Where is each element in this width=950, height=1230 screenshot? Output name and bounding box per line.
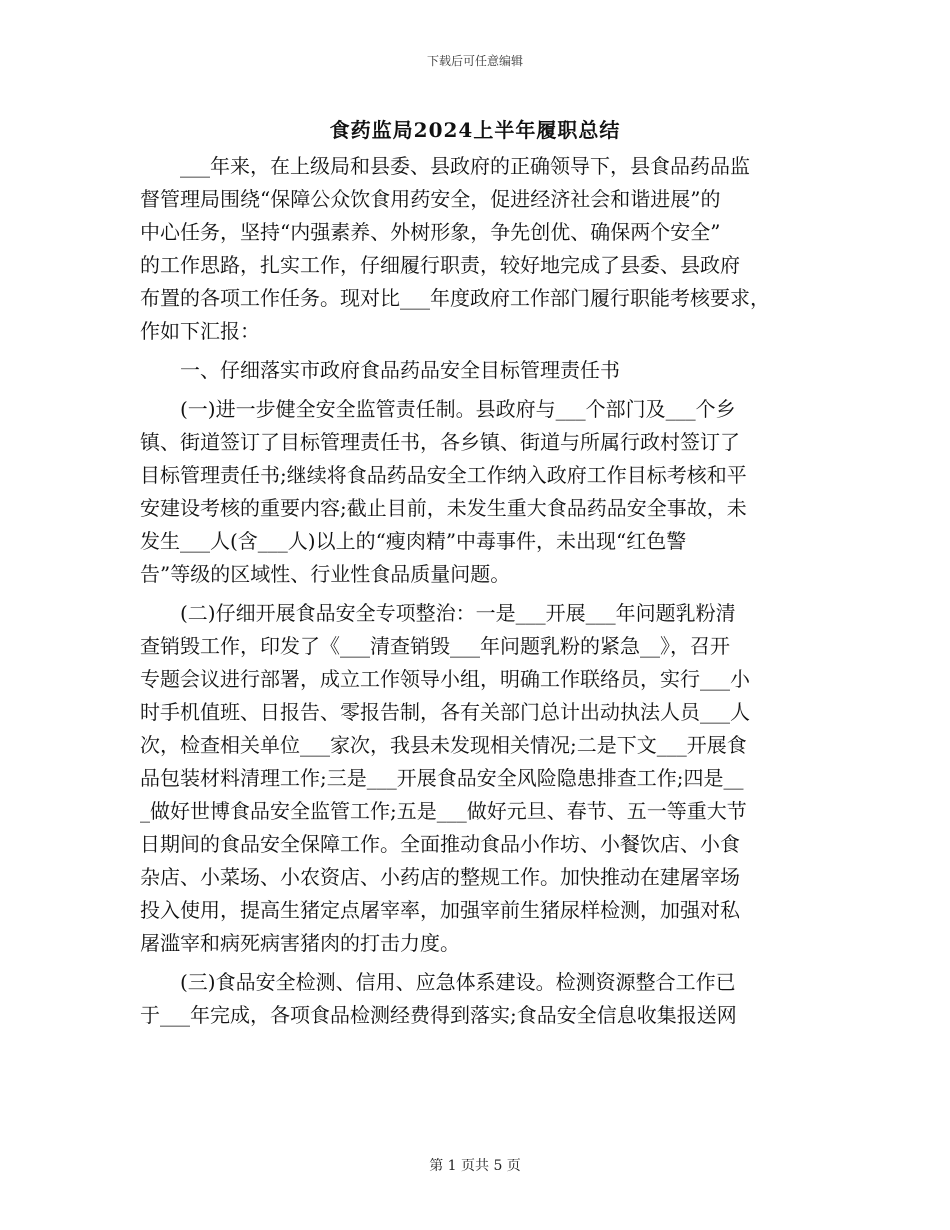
body-line: 中心任务，坚持“内强素养、外树形象，争先创优、确保两个安全” — [140, 220, 721, 244]
header-note: 下载后可任意编辑 — [426, 54, 523, 68]
body-line: 日期间的食品安全保障工作。全面推动食品小作坊、小餐饮店、小食 — [140, 832, 740, 856]
body-line: 告”等级的区域性、行业性食品质量问题。 — [140, 562, 511, 586]
body-line: _做好世博食品安全监管工作;五是___做好元旦、春节、五一等重大节 — [140, 799, 747, 823]
document-title: 食药监局2024上半年履职总结 — [329, 118, 621, 142]
body-line: 督管理局围绕“保障公众饮食用药安全，促进经济社会和谐进展”的 — [140, 187, 721, 211]
body-line: 品包装材料清理工作;三是___开展食品安全风险隐患排查工作;四是__ — [140, 766, 744, 790]
body-line: 的工作思路，扎实工作，仔细履行职责，较好地完成了县委、县政府 — [140, 253, 740, 277]
body-line: 发生___人(含___人)以上的“瘦肉精”中毒事件，未出现“红色警 — [140, 529, 687, 553]
body-line: 专题会议进行部署，成立工作领导小组，明确工作联络员，实行___小 — [140, 667, 750, 691]
body-line: 时手机值班、日报告、零报告制，各有关部门总计出动执法人员___人 — [140, 700, 750, 724]
body-line: 于___年完成，各项食品检测经费得到落实;食品安全信息收集报送网 — [140, 1003, 737, 1027]
body-line: 安建设考核的重要内容;截止目前，未发生重大食品药品安全事故，未 — [140, 496, 747, 520]
section-heading: 一、仔细落实市政府食品药品安全目标管理责任书 — [140, 358, 620, 382]
body-line: 布置的各项工作任务。现对比___年度政府工作部门履行职能考核要求， — [140, 286, 770, 310]
body-line: ___年来，在上级局和县委、县政府的正确领导下，县食品药品监 — [140, 154, 750, 178]
body-line: (三)食品安全检测、信用、应急体系建设。检测资源整合工作已 — [140, 970, 736, 994]
body-line: 杂店、小菜场、小农资店、小药店的整规工作。加快推动在建屠宰场 — [140, 865, 740, 889]
body-line: 查销毁工作，印发了《___清查销毁___年问题乳粉的紧急__》，召开 — [140, 634, 730, 658]
body-line: 作如下汇报： — [140, 319, 260, 343]
document-body — [140, 150, 810, 1032]
body-line: (二)仔细开展食品安全专项整治：一是___开展___年问题乳粉清 — [140, 601, 736, 625]
body-line: 镇、街道签订了目标管理责任书，各乡镇、街道与所属行政村签订了 — [140, 430, 740, 454]
page-footer: 第 1 页共 5 页 — [429, 1158, 521, 1174]
body-line: 目标管理责任书;继续将食品药品安全工作纳入政府工作目标考核和平 — [140, 463, 747, 487]
body-line: 屠滥宰和病死病害猪肉的打击力度。 — [140, 931, 460, 955]
body-line: (一)进一步健全安全监管责任制。县政府与___个部门及___个乡 — [140, 397, 736, 421]
body-line: 投入使用，提高生猪定点屠宰率，加强宰前生猪尿样检测，加强对私 — [140, 898, 740, 922]
body-line: 次，检查相关单位___家次，我县未发现相关情况;二是下文___开展食 — [140, 733, 747, 757]
